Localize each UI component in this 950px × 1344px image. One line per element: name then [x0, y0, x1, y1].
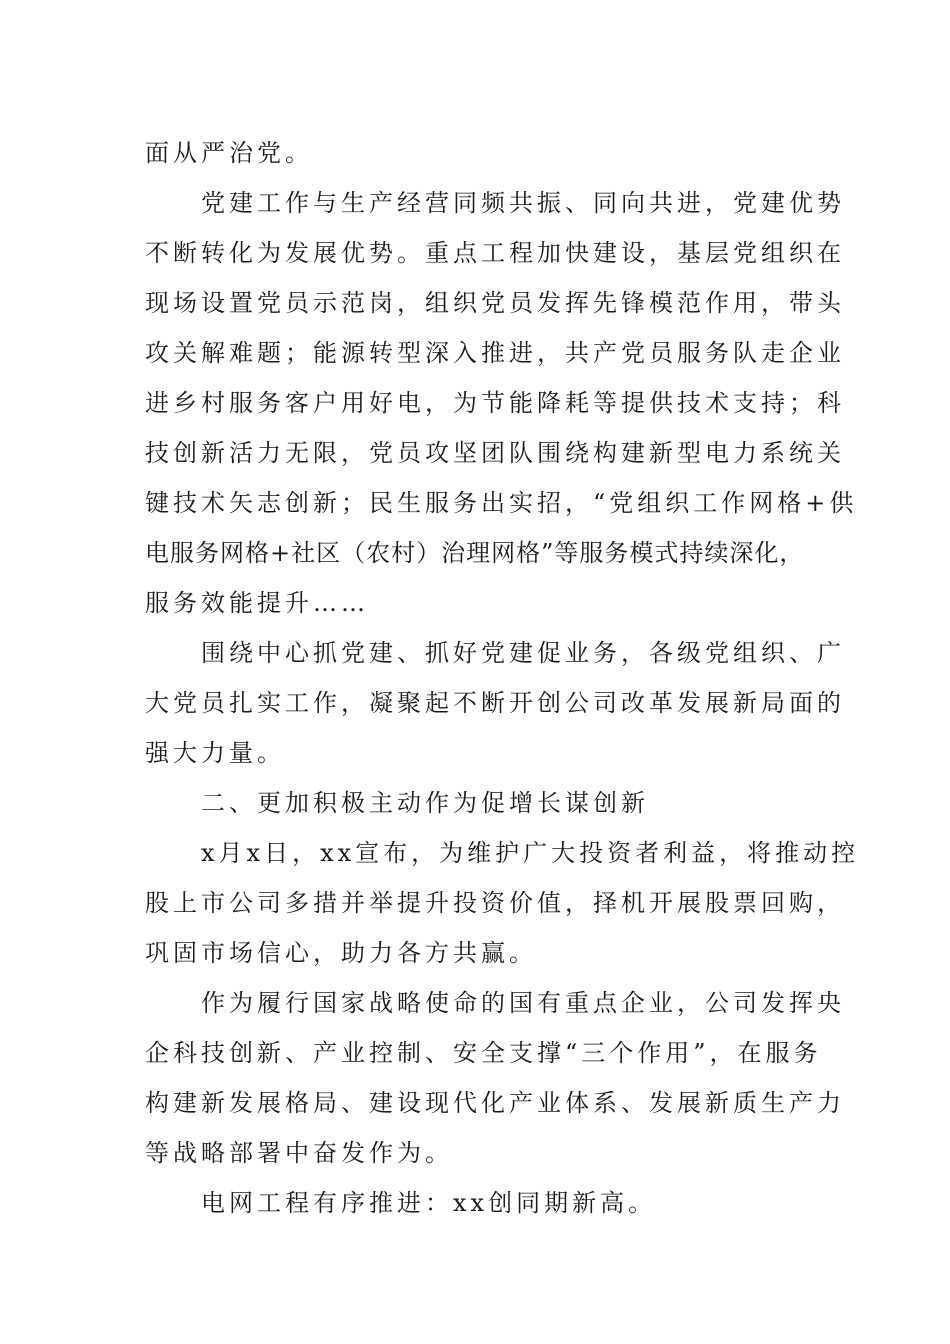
text-line: 电服务网格+社区（农村）治理网格”等服务模式持续深化，: [145, 539, 805, 567]
paragraph-6: [145, 978, 845, 1178]
text-line: 攻关解难题；能源转型深入推进，共产党员服务队走企业: [145, 339, 845, 367]
text-line: 等战略部署中奋发作为。: [145, 1139, 453, 1167]
paragraph-2: [145, 178, 858, 628]
document-body: [145, 128, 860, 1228]
text-line: 面从严治党。: [145, 139, 313, 167]
text-line: 巩固市场信心，助力各方共赢。: [145, 939, 537, 967]
text-line: x月x日，xx宣布，为维护广大投资者利益，将推动控: [201, 839, 860, 867]
text-line: 作为履行国家战略使命的国有重点企业，公司发挥央: [201, 989, 845, 1017]
paragraph-1: [145, 128, 805, 178]
text-line: 党建工作与生产经营同频共振、同向共进，党建优势: [201, 189, 845, 217]
heading-line: 二、更加积极主动作为促增长谋创新: [201, 789, 649, 817]
text-line: 股上市公司多措并举提升投资价值，择机开展股票回购，: [145, 889, 845, 917]
section-heading: [145, 778, 805, 828]
paragraph-5: [145, 828, 860, 978]
text-line: 现场设置党员示范岗，组织党员发挥先锋模范作用，带头: [145, 289, 845, 317]
paragraph-3: [145, 628, 845, 778]
text-line: 技创新活力无限，党员攻坚团队围绕构建新型电力系统关: [145, 439, 845, 467]
text-line: 围绕中心抓党建、抓好党建促业务，各级党组织、广: [201, 639, 845, 667]
text-line: 服务效能提升……: [145, 589, 369, 617]
text-line: 大党员扎实工作，凝聚起不断开创公司改革发展新局面的: [145, 689, 845, 717]
text-line: 企科技创新、产业控制、安全支撑“三个作用”，在服务: [145, 1039, 822, 1067]
text-line: 构建新发展格局、建设现代化产业体系、发展新质生产力: [145, 1089, 845, 1117]
text-line: 强大力量。: [145, 739, 285, 767]
text-line: 不断转化为发展优势。重点工程加快建设，基层党组织在: [145, 239, 845, 267]
text-line: 电网工程有序推进：xx创同期新高。: [201, 1189, 657, 1217]
text-line: 进乡村服务客户用好电，为节能降耗等提供技术支持；科: [145, 389, 845, 417]
text-line: 键技术矢志创新；民生服务出实招，“党组织工作网格+供: [145, 489, 858, 517]
paragraph-7: [145, 1178, 805, 1228]
